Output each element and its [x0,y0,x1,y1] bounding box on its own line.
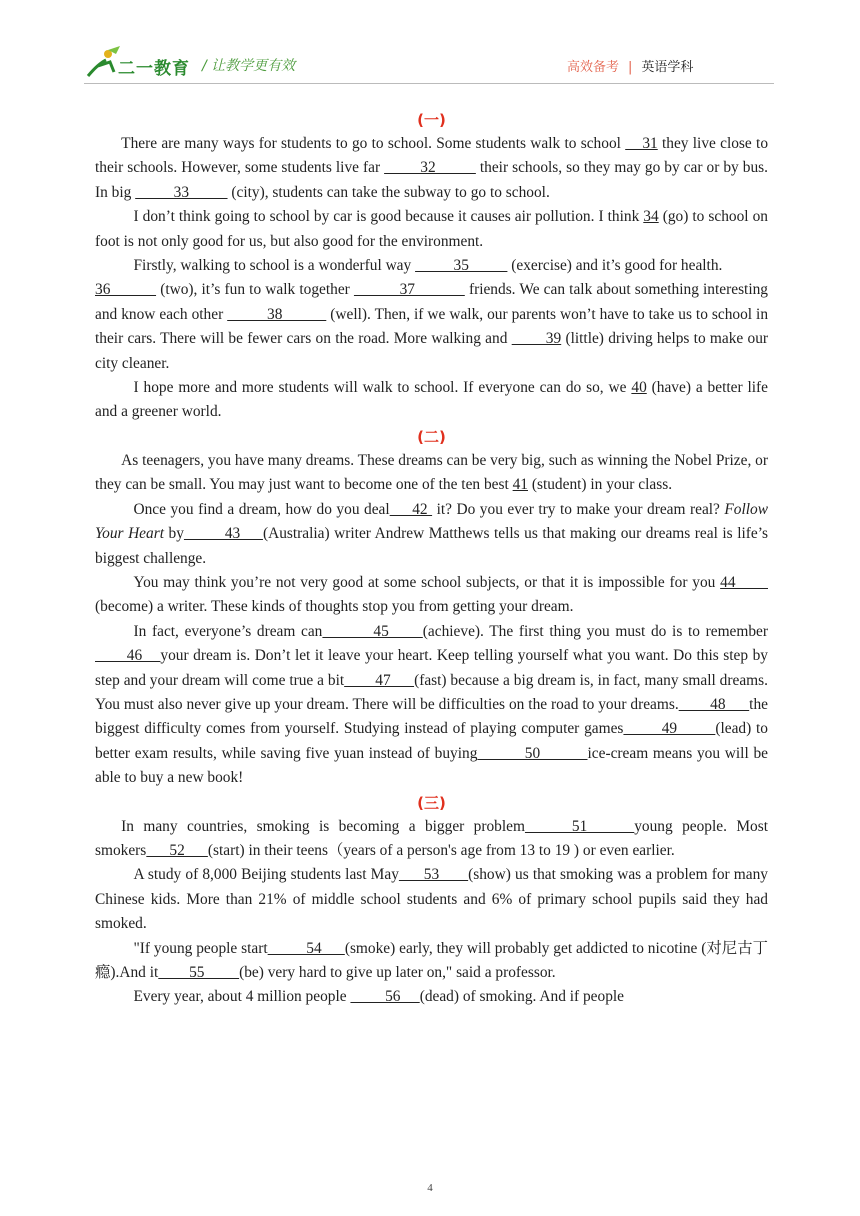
header-right [567,56,693,75]
book-title: Follow Your Heart [95,500,768,543]
passage-paragraph: In many countries, smoking is becoming a bigger problem 51 young people. Most smokers 52 (start) in their teens（years of a person's age from 13 to 19 ) or even earlier. [95,817,768,859]
fill-blank: 31 [625,135,658,152]
passage-paragraph: I don’t think going to school by car is good because it causes air pollution. I think 34 (go) to school on foot is not only good for us, but also good for the environment. [95,208,768,250]
header-divider [84,83,774,84]
fill-blank: 33 [135,183,228,201]
fill-blank: 42 [389,500,433,518]
fill-blank: 41 [512,476,528,494]
header-separator: | [628,60,633,75]
fill-blank: 38 [227,305,327,323]
fill-blank: 37 [353,281,465,299]
fill-blank: 55 [158,964,240,981]
passage-paragraph: You may think you’re not very good at some school subjects, or that it is impossible for you 44 (become) a writer. These kinds of thoughts stop you from getting your dream. [95,573,768,616]
passage-paragraph: There are many ways for students to go to school. Some students walk to school 31 they live close to their schools. However, some students live far 32 their schools, so they may go by car or by bus. In big 33 (city), students can take the subway to go to school. [95,135,769,201]
fill-blank: 50 [477,744,588,762]
fill-blank: 36 [95,281,157,299]
passage-paragraph: A study of 8,000 Beijing students last May 53 (show) us that smoking was a problem for many Chinese kids. More than 21% of middle school students and 6% of primary school pupils said they had smoked. [95,866,768,933]
fill-blank: 43 [183,525,263,543]
header-slogan: / 让教学更有效 [202,58,296,74]
fill-blank: 51 [524,817,635,835]
header-label-exam: 高效备考 [567,60,620,75]
passage-paragraph: Every year, about 4 million people 56 (dead) of smoking. And if people [133,988,625,1006]
fill-blank: 48 [678,695,750,713]
passage-paragraph: In fact, everyone’s dream can 45 (achieve). The first thing you must do is to remember 46 your dream is. Don’t let it leave your heart. Keep telling yourself what you want. Do this step by step and your dream will come true a bit 47 (fast) because a big dream is, in fact, many small dreams. You must also never give up your dream. There will be difficulties on the road to your dreams. 48 the biggest difficulty comes from yourself. Studying instead of playing computer games 49 (lead) to better exam results, while saving five yuan instead of buying 50 ice-cream means you will be able to buy a new book! [95,622,769,787]
document-body [95,108,768,1010]
section-title: (二) [417,427,446,446]
passage-paragraph: Firstly, walking to school is a wonderful way 35 (exercise) and it’s good for health. [133,257,723,275]
page-number: 4 [427,1182,433,1194]
fill-blank: 35 [415,257,508,275]
section-title: (一) [417,111,446,129]
passage-paragraph: Once you find a dream, how do you deal 42 it? Do you ever try to make your dream real? Follow Your Heart by 43 (Australia) writer Andrew Matthews tells us that making our dreams real is life’s biggest challenge. [95,500,768,567]
fill-blank: 47 [344,671,415,689]
passage-paragraph: "If young people start 54 (smoke) early, they will probably get addicted to nicotine (对尼古丁瘾).And it 55 (be) very hard to give up later on," said a professor. [95,939,768,981]
logo-text: 二一教育 [118,59,190,79]
passage-paragraph: I hope more and more students will walk to school. If everyone can do so, we 40 (have) a better life and a greener world. [95,379,768,421]
passage-paragraph: 36 (two), it’s fun to walk together 37 friends. We can talk about something interesting and know each other 38 (well). Then, if we walk, our parents won’t have to take us to school in their cars. There will be fewer cars on the road. More walking and 39 (little) driving helps to make our city cleaner. [95,281,769,372]
fill-blank: 49 [623,720,716,738]
fill-blank: 52 [146,841,208,859]
fill-blank: 40 [631,379,647,397]
fill-blank: 39 [511,330,562,348]
page-header [0,0,860,90]
fill-blank: 56 [350,988,420,1006]
fill-blank: 44 [720,573,768,591]
passage-paragraph: As teenagers, you have many dreams. These dreams can be very big, such as winning the Nobel Prize, or they can be small. You may just want to become one of the ten best 41 (student) in your class. [95,451,768,494]
fill-blank: 32 [384,159,476,177]
fill-blank: 54 [267,939,345,957]
fill-blank: 34 [643,208,659,226]
fill-blank: 53 [398,866,469,884]
section-title: (三) [417,793,446,812]
fill-blank: 46 [95,647,161,665]
header-label-subject: 英语学科 [641,60,694,75]
fill-blank: 45 [322,622,423,640]
